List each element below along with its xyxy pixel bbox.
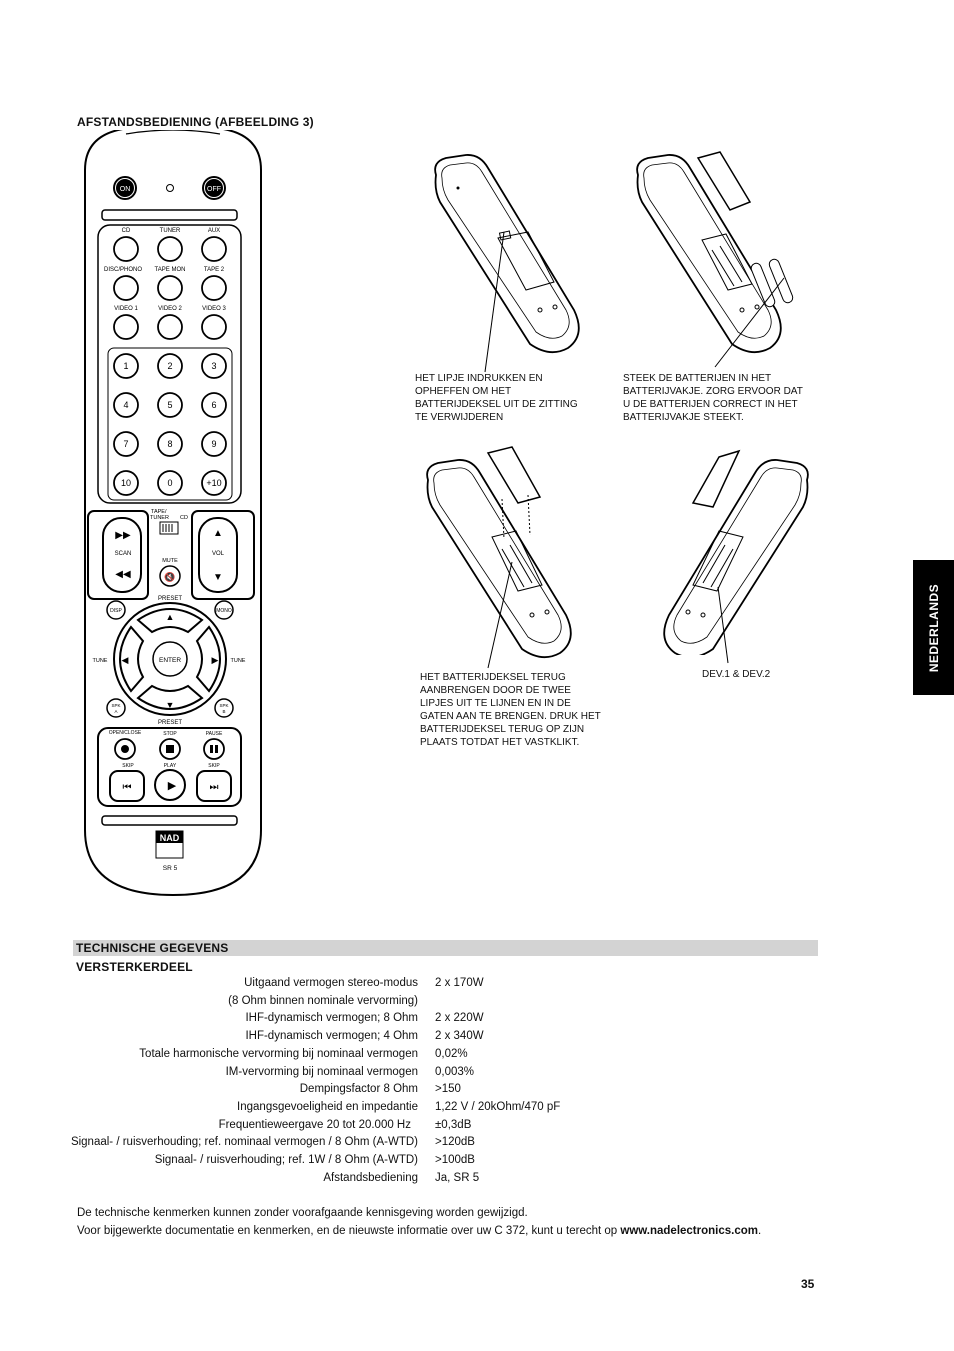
skip-back-icon: ⏮ xyxy=(122,782,132,793)
stop-icon xyxy=(166,745,174,753)
play-label: PLAY xyxy=(163,763,177,769)
source-label-cd: CD xyxy=(121,228,131,234)
spec-row xyxy=(0,1048,760,1066)
spec-row xyxy=(0,1012,760,1030)
specs-title: TECHNISCHE GEGEVENS xyxy=(76,941,229,955)
mute-label: MUTE xyxy=(162,558,178,564)
footer-note-2-text: Voor bijgewerkte documentatie en kenmerken, en de nieuwste informatie over uw C 372, kunt u terecht op xyxy=(77,1225,621,1237)
vol-down-icon: ▼ xyxy=(213,572,223,583)
page-number: 35 xyxy=(801,1277,815,1291)
step4-caption: DEV.1 & DEV.2 xyxy=(702,669,771,680)
spec-row xyxy=(0,1083,760,1101)
step4-pointer-line xyxy=(710,585,730,665)
battery-step4-illustration xyxy=(655,445,815,655)
source-label-video1: VIDEO 1 xyxy=(114,306,138,312)
spk-b-sub: B xyxy=(222,709,226,714)
spec-value: ±0,3dB xyxy=(435,1118,472,1131)
spec-label: Afstandsbediening xyxy=(323,1171,418,1184)
spec-label: Ingangsgevoeligheid en impedantie xyxy=(237,1100,418,1113)
source-label-disc: DISC/PHONO xyxy=(103,267,143,273)
remote-model-label: SR 5 xyxy=(162,865,178,872)
spk-a-sub: A xyxy=(114,709,118,714)
spk-b-label: SPK xyxy=(219,703,229,708)
spec-label: Frequentieweergave 20 tot 20.000 Hz xyxy=(218,1118,411,1131)
specs-table xyxy=(0,977,954,1192)
tune-left-label: TUNE xyxy=(92,658,108,664)
preset-top-label: PRESET xyxy=(157,596,183,602)
enter-label: ENTER xyxy=(158,657,182,664)
source-label-video2: VIDEO 2 xyxy=(158,306,182,312)
website-link[interactable]: www.nadelectronics.com xyxy=(620,1225,758,1237)
tune-right-label: TUNE xyxy=(230,658,246,664)
source-label-video3: VIDEO 3 xyxy=(202,306,226,312)
open-close-label: OPEN/CLOSE xyxy=(108,730,142,736)
step2-caption: STEEK DE BATTERIJEN IN HET BATTERIJVAKJE. ZORG ERVOOR DAT U DE BATTERIJEN CORRECT IN HET BATTERIJVAKJE STEEKT. xyxy=(623,373,803,423)
digit-9-button[interactable]: 9 xyxy=(211,439,217,449)
disp-label: DISP xyxy=(110,608,122,614)
source-label-aux: AUX xyxy=(207,228,221,234)
spec-value: 1,22 V / 20kOhm/470 pF xyxy=(435,1100,561,1113)
preset-bottom-label: PRESET xyxy=(157,720,183,726)
spec-label: IHF-dynamisch vermogen; 4 Ohm xyxy=(245,1030,418,1043)
record-icon xyxy=(121,745,129,753)
digit-0-button[interactable]: 0 xyxy=(167,478,173,488)
scan-label: SCAN xyxy=(114,551,132,557)
spec-value: >150 xyxy=(435,1083,461,1096)
spec-value: >100dB xyxy=(435,1154,475,1166)
step3-caption: HET BATTERIJDEKSEL TERUG AANBRENGEN DOOR DE TWEE LIPJES UIT TE LIJNEN EN IN DE GATEN AAN TE BRENGEN. DRUK HET BATTERIJDEKSEL TERUG OP ZIJN PLAATS TOTDAT HET VASTKLIKT. xyxy=(420,672,601,748)
pause-icon xyxy=(210,745,213,753)
spec-label: Uitgaand vermogen stereo-modus xyxy=(244,977,418,989)
spec-value: >120dB xyxy=(435,1136,475,1149)
mono-label: MONO xyxy=(216,608,232,614)
spec-value: 2 x 340W xyxy=(435,1030,484,1043)
step3-pointer-line xyxy=(485,560,515,670)
digit-2-button[interactable]: 2 xyxy=(167,361,173,371)
digit-6-button[interactable]: 6 xyxy=(211,400,217,410)
language-side-tab-label: NEDERLANDS xyxy=(926,583,941,672)
step1-caption: HET LIPJE INDRUKKEN EN OPHEFFEN OM HET BATTERIJDEKSEL UIT DE ZITTING TE VERWIJDEREN xyxy=(415,373,578,423)
step2-pointer-line xyxy=(712,275,787,370)
vol-label: VOL xyxy=(211,551,225,557)
spec-row xyxy=(0,1066,760,1084)
spec-row xyxy=(0,1172,760,1190)
spec-row xyxy=(0,1154,760,1172)
spec-row xyxy=(0,1101,760,1119)
digit-4-button[interactable]: 4 xyxy=(123,400,129,410)
specs-subtitle: VERSTERKERDEEL xyxy=(76,960,193,974)
spec-row xyxy=(0,995,760,1013)
tape-tuner-label: TAPE/ xyxy=(151,509,167,515)
spec-label: IHF-dynamisch vermogen; 8 Ohm xyxy=(245,1012,418,1025)
language-side-tab xyxy=(913,560,954,695)
digit-plus10-button[interactable]: +10 xyxy=(206,478,222,488)
source-label-tape2: TAPE 2 xyxy=(203,267,225,273)
spec-value: 0,003% xyxy=(435,1065,475,1078)
mute-icon: 🔇 xyxy=(164,572,176,582)
nav-right-icon: ▶ xyxy=(211,655,219,665)
off-label: OFF xyxy=(207,186,221,193)
spec-row xyxy=(0,1030,760,1048)
step1-pointer-line xyxy=(480,230,510,375)
digit-1-button[interactable]: 1 xyxy=(123,361,129,371)
play-icon: ▶ xyxy=(167,780,177,792)
digit-3-button[interactable]: 3 xyxy=(211,361,217,371)
spec-value: 0,02% xyxy=(435,1047,468,1060)
spk-a-label: SPK xyxy=(111,703,121,708)
spec-row xyxy=(0,1119,760,1137)
remote-heading: AFSTANDSBEDIENING (AFBEELDING 3) xyxy=(77,115,314,129)
nad-logo-text: NAD xyxy=(159,833,180,843)
tape-tuner-label-2: TUNER xyxy=(150,515,169,521)
pause-label: PAUSE xyxy=(205,731,223,737)
digit-8-button[interactable]: 8 xyxy=(167,439,173,449)
spec-label: Totale harmonische vervorming bij nominaal vermogen xyxy=(139,1047,418,1060)
spec-label: (8 Ohm binnen nominale vervorming) xyxy=(228,994,418,1007)
nav-up-icon: ▲ xyxy=(165,612,175,622)
nav-left-icon: ◀ xyxy=(121,655,129,665)
remote-control-illustration xyxy=(78,130,268,900)
scan-forward-icon: ▶▶ xyxy=(115,530,131,541)
skip-back-label: SKIP xyxy=(122,763,134,769)
digit-7-button[interactable]: 7 xyxy=(123,439,129,449)
cd-switch-label: CD xyxy=(180,515,188,521)
spec-row xyxy=(0,1136,760,1154)
stop-label: STOP xyxy=(163,731,177,737)
spec-row xyxy=(0,977,760,995)
spec-label: Signaal- / ruisverhouding; ref. nominaal vermogen / 8 Ohm (A-WTD) xyxy=(70,1136,418,1149)
source-label-tuner: TUNER xyxy=(159,228,181,234)
spec-value: 2 x 170W xyxy=(435,977,484,989)
skip-forward-label: SKIP xyxy=(208,763,220,769)
skip-forward-icon: ⏭ xyxy=(209,782,219,793)
digit-10-button[interactable]: 10 xyxy=(120,478,132,488)
on-label: ON xyxy=(119,186,131,193)
nav-down-icon: ▼ xyxy=(165,700,175,710)
source-label-tapemon: TAPE MON xyxy=(154,267,186,273)
footer-note-2-end: . xyxy=(758,1225,762,1237)
spec-label: Signaal- / ruisverhouding; ref. 1W / 8 Ohm (A-WTD) xyxy=(154,1154,418,1166)
vol-up-icon: ▲ xyxy=(213,528,223,539)
spec-value: 2 x 220W xyxy=(435,1012,484,1025)
footer-note-2 xyxy=(77,1225,761,1237)
footer-note-1: De technische kenmerken kunnen zonder voorafgaande kennisgeving worden gewijzigd. xyxy=(77,1207,528,1219)
digit-5-button[interactable]: 5 xyxy=(167,400,173,410)
scan-back-icon: ◀◀ xyxy=(115,569,131,580)
spec-value: Ja, SR 5 xyxy=(435,1171,480,1184)
spec-label: IM-vervorming bij nominaal vermogen xyxy=(225,1065,418,1078)
spec-label: Dempingsfactor 8 Ohm xyxy=(299,1083,418,1096)
